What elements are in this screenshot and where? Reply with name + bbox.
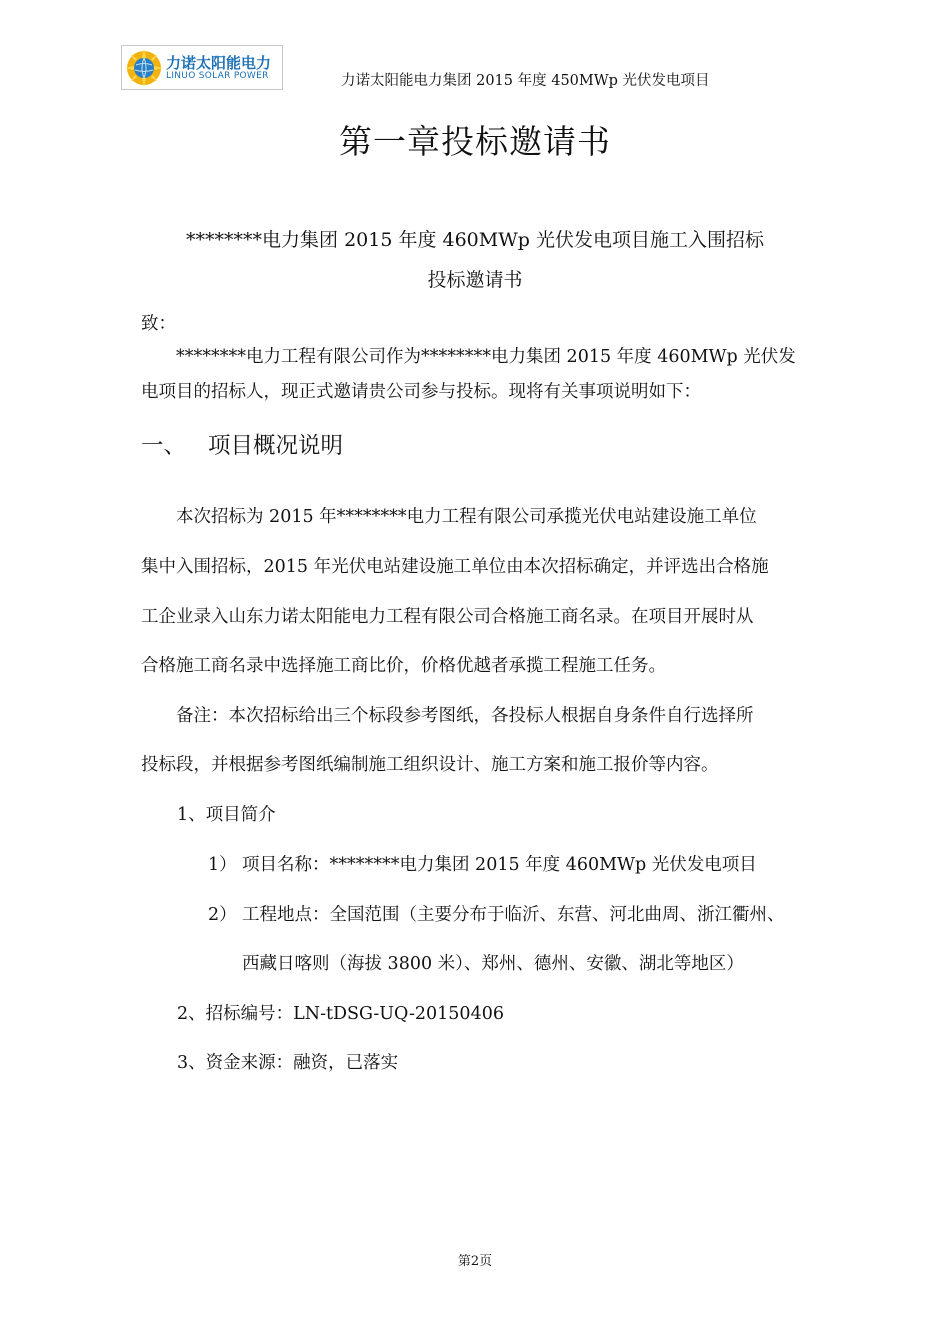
sublist-item-location-cont: 西藏日喀则（海拔 3800 米）、郑州、德州、安徽、湖北等地区） — [242, 954, 744, 974]
page-number: 第2页 — [457, 1254, 493, 1269]
document-subtitle: ********电力集团 2015 年度 460MWp 光伏发电项目施工入围招标 — [186, 229, 764, 251]
paragraph-line: 本次招标为 2015 年********电力工程有限公司承揽光伏电站建设施工单位 — [176, 507, 757, 527]
sun-globe-icon — [124, 48, 164, 88]
salutation: 致： — [141, 314, 176, 334]
section-number: 一、 — [141, 433, 187, 459]
intro-line: 电项目的招标人，现正式邀请贵公司参与投标。现将有关事项说明如下： — [141, 382, 701, 402]
list-item-tender-number: 2、招标编号：LN-tDSG-UQ-20150406 — [177, 1004, 504, 1024]
paragraph-line: 集中入围招标，2015 年光伏电站建设施工单位由本次招标确定，并评选出合格施 — [141, 557, 769, 577]
running-header: 力诺太阳能电力集团 2015 年度 450MWp 光伏发电项目 — [341, 73, 710, 89]
intro-line: ********电力工程有限公司作为********电力集团 2015 年度 460MWp 光伏发 — [176, 347, 796, 367]
sublist-item-project-name: 项目名称：********电力集团 2015 年度 460MWp 光伏发电项目 — [242, 855, 757, 875]
list-item-project-intro: 1、项目简介 — [177, 805, 276, 825]
logo-english-text: LINUO SOLAR POWER — [166, 71, 269, 81]
note-line: 备注：本次招标给出三个标段参考图纸，各投标人根据自身条件自行选择所 — [176, 706, 754, 726]
document-subtitle-line2: 投标邀请书 — [427, 269, 523, 291]
company-logo — [121, 45, 283, 90]
paragraph-line: 工企业录入山东力诺太阳能电力工程有限公司合格施工商名录。在项目开展时从 — [141, 607, 754, 627]
section-title: 项目概况说明 — [208, 433, 344, 459]
list-item-funding-source: 3、资金来源：融资，已落实 — [177, 1053, 399, 1073]
note-line: 投标段，并根据参考图纸编制施工组织设计、施工方案和施工报价等内容。 — [141, 755, 719, 775]
sublist-item-location: 工程地点：全国范围（主要分布于临沂、东营、河北曲周、浙江衢州、 — [242, 905, 785, 925]
chapter-title: 第一章投标邀请书 — [339, 122, 611, 161]
sublist-number: 1） — [208, 855, 237, 875]
sublist-number: 2） — [208, 905, 237, 925]
paragraph-line: 合格施工商名录中选择施工商比价，价格优越者承揽工程施工任务。 — [141, 656, 666, 676]
logo-chinese-text: 力诺太阳能电力 — [166, 54, 272, 72]
